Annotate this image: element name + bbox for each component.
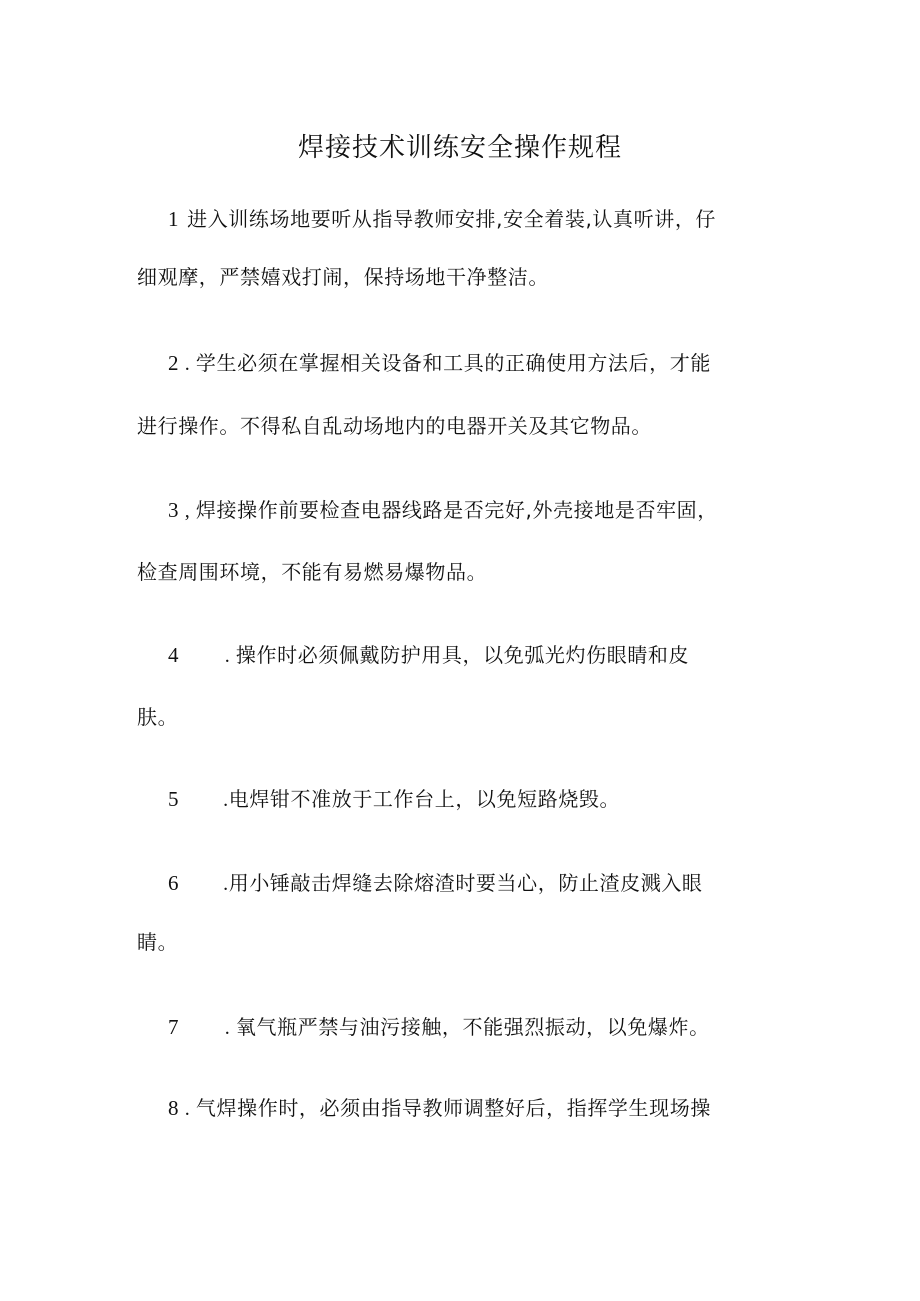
item-number: 4 [168, 643, 180, 667]
item-number: 6 [168, 871, 180, 895]
item-number: 1 [168, 207, 180, 231]
item-text: 电焊钳不准放于工作台上，以免短路烧毁。 [228, 787, 621, 811]
list-item-4 [168, 639, 689, 672]
document-title: 焊接技术训练安全操作规程 [297, 133, 622, 163]
item-number: 5 [168, 787, 180, 811]
list-item-6 [168, 867, 703, 900]
item-separator: . [219, 645, 236, 667]
item-text: 气焊操作时，必须由指导教师调整好后，指挥学生现场操 [195, 1096, 711, 1120]
item-separator: . [219, 1017, 236, 1039]
item-separator: . [223, 873, 229, 895]
list-item-1-continuation: 细观摩，严禁嬉戏打闹，保持场地干净整洁。 [137, 265, 549, 289]
item-number: 2 [168, 351, 180, 375]
item-number: 7 [168, 1015, 180, 1039]
list-item-3-continuation: 检查周围环境，不能有易燃易爆物品。 [137, 560, 488, 584]
item-separator: . [179, 1098, 196, 1120]
list-item-8 [168, 1092, 711, 1125]
item-separator: . [179, 353, 196, 375]
list-item-1 [168, 203, 716, 235]
item-number: 3 [168, 498, 180, 522]
item-number: 8 [168, 1096, 180, 1120]
list-item-5 [168, 783, 620, 816]
item-separator: . [223, 789, 229, 811]
item-text: 用小锤敲击焊缝去除熔渣时要当心，防止渣皮溅入眼 [228, 871, 703, 895]
list-item-2-continuation: 进行操作。不得私自乱动场地内的电器开关及其它物品。 [137, 414, 652, 438]
item-text: 操作时必须佩戴防护用具，以免弧光灼伤眼睛和皮 [235, 643, 690, 667]
item-text: 学生必须在掌握相关设备和工具的正确使用方法后，才能 [195, 351, 711, 375]
item-text: 氧气瓶严禁与油污接触，不能强烈振动，以免爆炸。 [235, 1015, 710, 1039]
list-item-6-continuation: 睛。 [137, 930, 179, 954]
item-text: 进入训练场地要听从指导教师安排,安全着装,认真听讲，仔 [187, 207, 717, 231]
list-item-4-continuation: 肤。 [137, 705, 179, 729]
item-separator: , [179, 500, 196, 522]
list-item-7 [168, 1011, 710, 1044]
item-text: 焊接操作前要检查电器线路是否完好,外壳接地是否牢固， [195, 498, 718, 522]
list-item-2 [168, 347, 711, 380]
list-item-3 [168, 494, 718, 527]
